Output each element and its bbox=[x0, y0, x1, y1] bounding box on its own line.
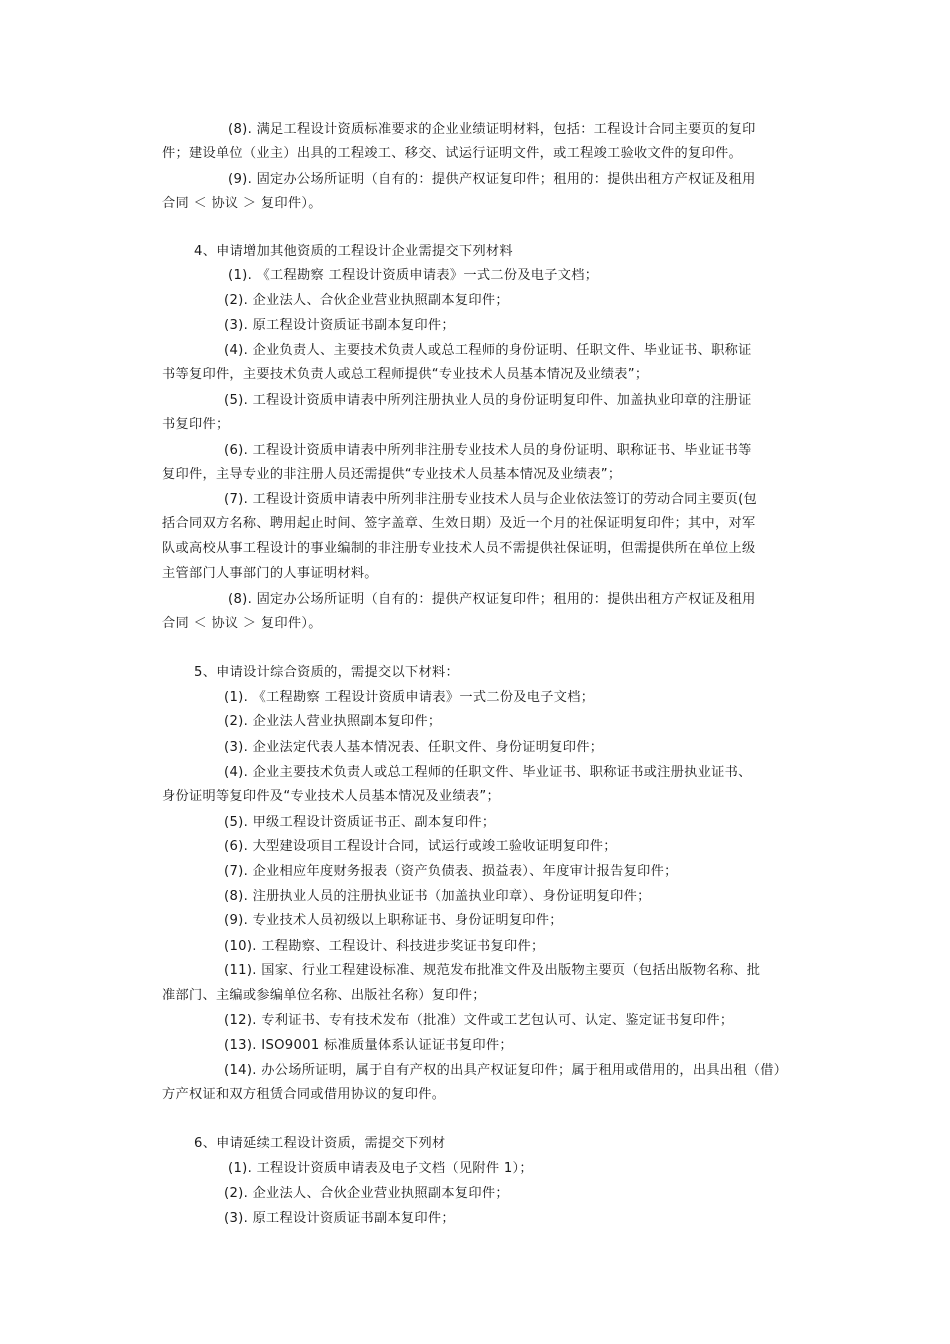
list-item-continuation: 书复印件； bbox=[162, 417, 230, 432]
list-item-continuation: 身份证明等复印件及“专业技术人员基本情况及业绩表”； bbox=[162, 789, 500, 804]
list-item: (5). 甲级工程设计资质证书正、副本复印件； bbox=[224, 815, 496, 830]
list-item: (2). 企业法人、合伙企业营业执照副本复印件； bbox=[224, 293, 509, 308]
list-item: (4). 企业主要技术负责人或总工程师的任职文件、毕业证书、职称证书或注册执业证书、 bbox=[224, 765, 752, 780]
list-item: (13). ISO9001 标准质量体系认证证书复印件； bbox=[224, 1038, 513, 1053]
list-item: (4). 企业负责人、主要技术负责人或总工程师的身份证明、任职文件、毕业证书、职称证 bbox=[224, 343, 752, 358]
list-item: (10). 工程勘察、工程设计、科技进步奖证书复印件； bbox=[224, 939, 545, 954]
list-item: (7). 企业相应年度财务报表（资产负债表、损益表）、年度审计报告复印件； bbox=[224, 864, 678, 879]
list-item: (2). 企业法人、合伙企业营业执照副本复印件； bbox=[224, 1186, 509, 1201]
list-item-continuation: 括合同双方名称、聘用起止时间、签字盖章、生效日期）及近一个月的社保证明复印件；其中，对军 bbox=[162, 516, 756, 531]
list-item-continuation: 合同 ＜ 协议 ＞ 复印件）。 bbox=[162, 616, 322, 631]
list-item: (14). 办公场所证明，属于自有产权的出具产权证复印件；属于租用或借用的，出具出租（借） bbox=[224, 1063, 788, 1078]
list-item-continuation: 复印件，主导专业的非注册人员还需提供“专业技术人员基本情况及业绩表”； bbox=[162, 467, 622, 482]
list-item: (12). 专利证书、专有技术发布（批准）文件或工艺包认可、认定、鉴定证书复印件； bbox=[224, 1013, 734, 1028]
list-item: (5). 工程设计资质申请表中所列注册执业人员的身份证明复印件、加盖执业印章的注册证 bbox=[224, 393, 752, 408]
list-item: (3). 原工程设计资质证书副本复印件； bbox=[224, 1211, 455, 1226]
list-item: (1). 《工程勘察 工程设计资质申请表》一式二份及电子文档； bbox=[228, 268, 599, 283]
list-item: (2). 企业法人营业执照副本复印件； bbox=[224, 714, 442, 729]
paragraph-line: (8). 满足工程设计资质标准要求的企业业绩证明材料，包括：工程设计合同主要页的复印 bbox=[228, 122, 756, 137]
list-item: (1). 工程设计资质申请表及电子文档（见附件 1）； bbox=[228, 1161, 533, 1176]
list-item: (6). 工程设计资质申请表中所列非注册专业技术人员的身份证明、职称证书、毕业证书等 bbox=[224, 443, 752, 458]
list-item-continuation: 队或高校从事工程设计的事业编制的非注册专业技术人员不需提供社保证明，但需提供所在单位上级 bbox=[162, 541, 756, 556]
section-heading: 5、申请设计综合资质的，需提交以下材料： bbox=[194, 665, 459, 680]
list-item: (8). 固定办公场所证明（自有的：提供产权证复印件；租用的：提供出租方产权证及租用 bbox=[228, 592, 756, 607]
list-item-continuation: 主管部门人事部门的人事证明材料。 bbox=[162, 566, 378, 581]
list-item: (7). 工程设计资质申请表中所列非注册专业技术人员与企业依法签订的劳动合同主要页(包 bbox=[224, 492, 758, 507]
list-item: (3). 企业法定代表人基本情况表、任职文件、身份证明复印件； bbox=[224, 740, 604, 755]
list-item-continuation: 准部门、主编或参编单位名称、出版社名称）复印件； bbox=[162, 988, 486, 1003]
list-item: (6). 大型建设项目工程设计合同，试运行或竣工验收证明复印件； bbox=[224, 839, 617, 854]
list-item: (9). 专业技术人员初级以上职称证书、身份证明复印件； bbox=[224, 913, 563, 928]
list-item-continuation: 方产权证和双方租赁合同或借用协议的复印件。 bbox=[162, 1087, 446, 1102]
paragraph-line: 合同 ＜ 协议 ＞ 复印件）。 bbox=[162, 196, 322, 211]
list-item-continuation: 书等复印件，主要技术负责人或总工程师提供“专业技术人员基本情况及业绩表”； bbox=[162, 367, 649, 382]
list-item: (11). 国家、行业工程建设标准、规范发布批准文件及出版物主要页（包括出版物名称、批 bbox=[224, 963, 761, 978]
paragraph-line: (9). 固定办公场所证明（自有的：提供产权证复印件；租用的：提供出租方产权证及租用 bbox=[228, 172, 756, 187]
list-item: (1). 《工程勘察 工程设计资质申请表》一式二份及电子文档； bbox=[224, 690, 595, 705]
list-item: (8). 注册执业人员的注册执业证书（加盖执业印章）、身份证明复印件； bbox=[224, 889, 651, 904]
paragraph-line: 件；建设单位（业主）出具的工程竣工、移交、试运行证明文件，或工程竣工验收文件的复印件。 bbox=[162, 146, 742, 161]
section-heading: 6、申请延续工程设计资质，需提交下列材 bbox=[194, 1136, 446, 1151]
section-heading: 4、申请增加其他资质的工程设计企业需提交下列材料 bbox=[194, 244, 513, 259]
list-item: (3). 原工程设计资质证书副本复印件； bbox=[224, 318, 455, 333]
